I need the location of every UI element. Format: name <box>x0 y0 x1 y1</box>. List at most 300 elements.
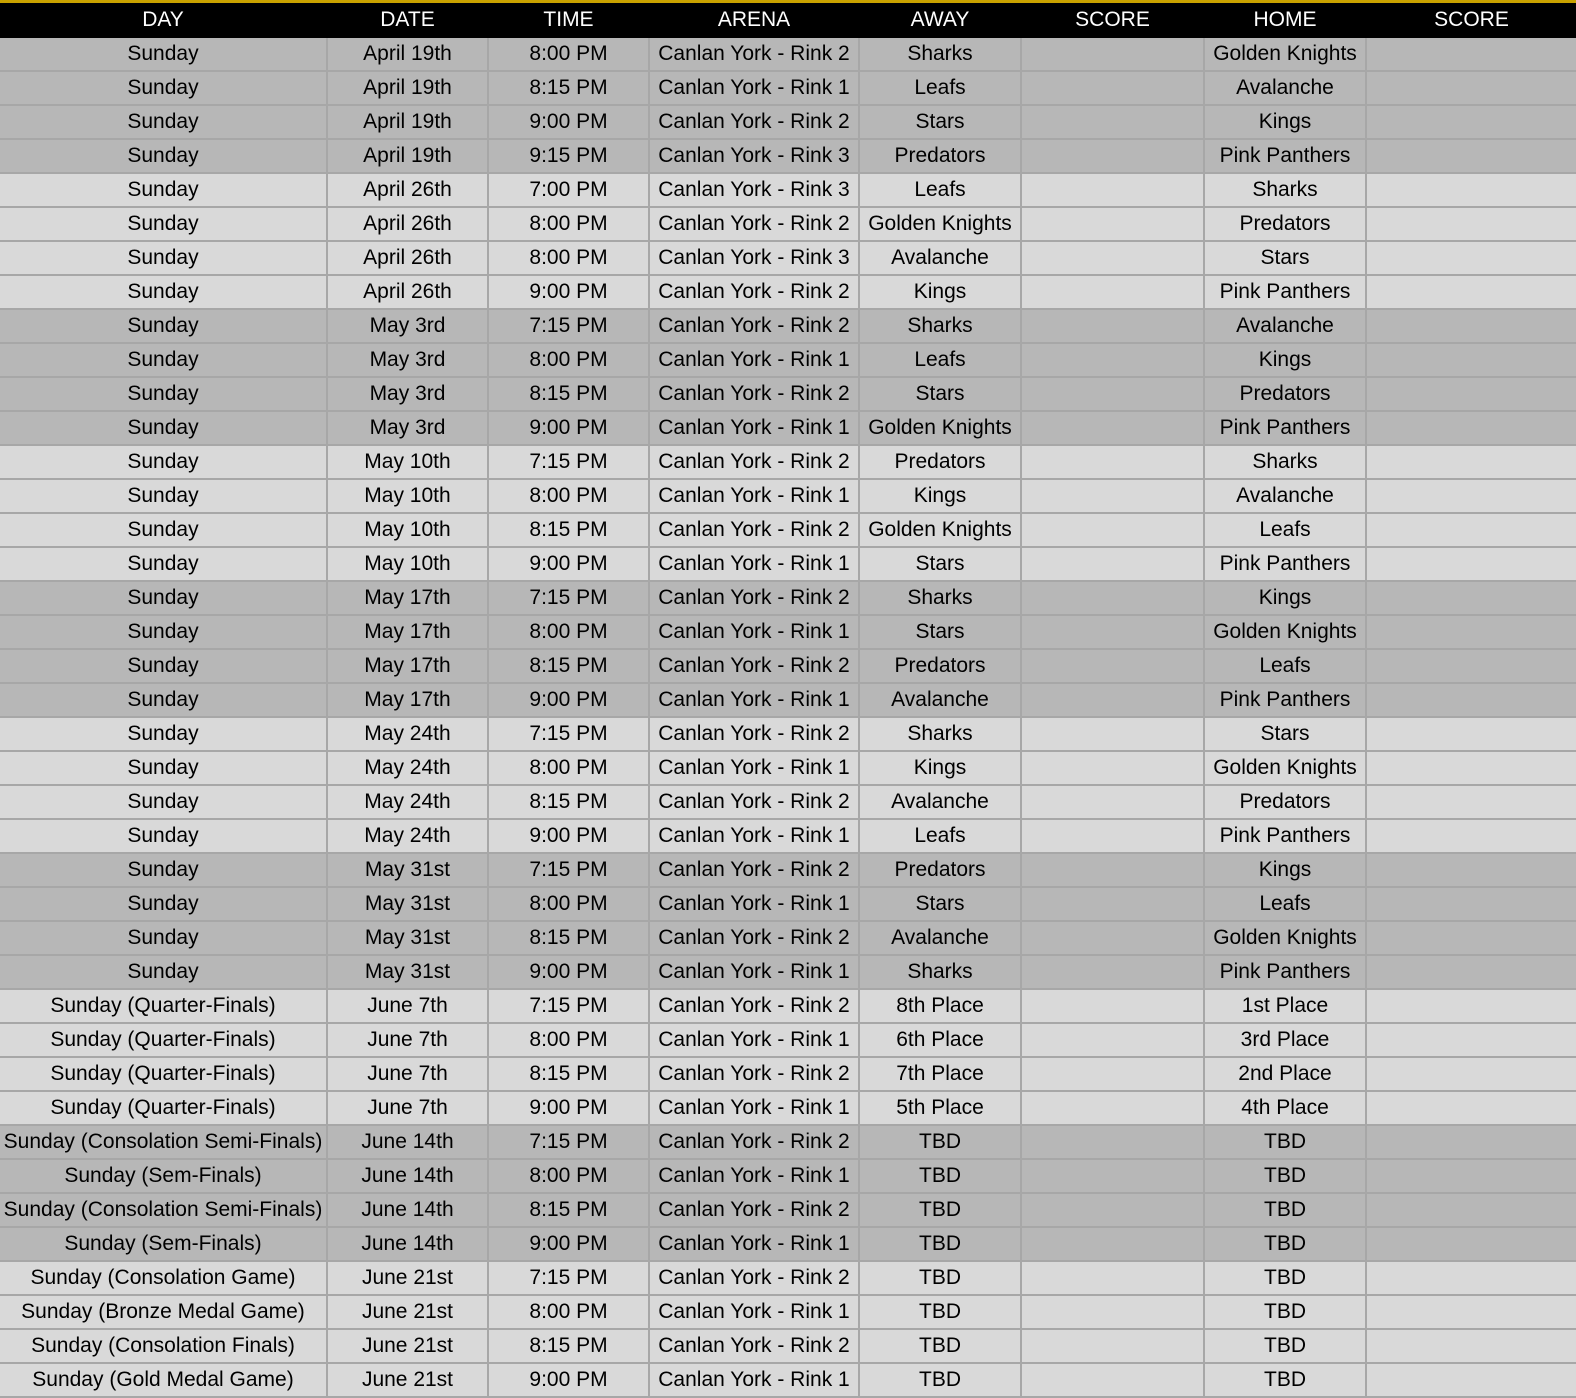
home-team-cell: Stars <box>1204 241 1366 275</box>
home-score-cell[interactable] <box>1366 1363 1576 1397</box>
home-team-cell: Predators <box>1204 207 1366 241</box>
game-arena-cell: Canlan York - Rink 1 <box>649 71 859 105</box>
home-score-cell[interactable] <box>1366 615 1576 649</box>
home-score-cell[interactable] <box>1366 1193 1576 1227</box>
home-score-cell[interactable] <box>1366 37 1576 71</box>
game-day-cell: Sunday (Sem-Finals) <box>0 1159 327 1193</box>
home-score-cell[interactable] <box>1366 241 1576 275</box>
away-team-cell: TBD <box>859 1227 1021 1261</box>
table-row <box>0 547 1576 581</box>
game-arena-cell: Canlan York - Rink 2 <box>649 785 859 819</box>
home-score-cell[interactable] <box>1366 71 1576 105</box>
game-date-cell: June 14th <box>327 1125 488 1159</box>
table-row <box>0 275 1576 309</box>
game-arena-cell: Canlan York - Rink 1 <box>649 411 859 445</box>
game-time-cell: 8:15 PM <box>488 921 649 955</box>
game-day-cell: Sunday <box>0 615 327 649</box>
table-row <box>0 955 1576 989</box>
game-time-cell: 8:00 PM <box>488 37 649 71</box>
away-team-cell: TBD <box>859 1159 1021 1193</box>
away-team-cell: Sharks <box>859 955 1021 989</box>
table-row <box>0 1091 1576 1125</box>
away-score-cell[interactable] <box>1021 853 1204 887</box>
column-header-home: HOME <box>1204 2 1366 38</box>
table-row <box>0 819 1576 853</box>
game-time-cell: 8:00 PM <box>488 1295 649 1329</box>
game-date-cell: June 21st <box>327 1363 488 1397</box>
away-score-cell[interactable] <box>1021 581 1204 615</box>
home-score-cell[interactable] <box>1366 343 1576 377</box>
table-row <box>0 479 1576 513</box>
game-time-cell: 7:00 PM <box>488 173 649 207</box>
game-day-cell: Sunday <box>0 275 327 309</box>
home-score-cell[interactable] <box>1366 513 1576 547</box>
game-day-cell: Sunday <box>0 887 327 921</box>
home-team-cell: Sharks <box>1204 173 1366 207</box>
home-team-cell: Golden Knights <box>1204 921 1366 955</box>
home-team-cell: TBD <box>1204 1295 1366 1329</box>
away-score-cell[interactable] <box>1021 37 1204 71</box>
game-time-cell: 9:00 PM <box>488 819 649 853</box>
game-arena-cell: Canlan York - Rink 2 <box>649 275 859 309</box>
away-score-cell[interactable] <box>1021 785 1204 819</box>
game-arena-cell: Canlan York - Rink 2 <box>649 581 859 615</box>
away-score-cell[interactable] <box>1021 1125 1204 1159</box>
table-row <box>0 343 1576 377</box>
game-arena-cell: Canlan York - Rink 1 <box>649 615 859 649</box>
game-day-cell: Sunday <box>0 751 327 785</box>
table-row <box>0 581 1576 615</box>
home-score-cell[interactable] <box>1366 105 1576 139</box>
home-score-cell[interactable] <box>1366 581 1576 615</box>
game-time-cell: 8:00 PM <box>488 343 649 377</box>
table-row <box>0 1057 1576 1091</box>
game-arena-cell: Canlan York - Rink 1 <box>649 887 859 921</box>
game-date-cell: June 21st <box>327 1329 488 1363</box>
home-team-cell: Pink Panthers <box>1204 139 1366 173</box>
away-team-cell: Avalanche <box>859 241 1021 275</box>
home-team-cell: 4th Place <box>1204 1091 1366 1125</box>
away-score-cell[interactable] <box>1021 139 1204 173</box>
game-arena-cell: Canlan York - Rink 1 <box>649 479 859 513</box>
home-score-cell[interactable] <box>1366 751 1576 785</box>
away-score-cell[interactable] <box>1021 989 1204 1023</box>
game-day-cell: Sunday <box>0 241 327 275</box>
game-day-cell: Sunday <box>0 309 327 343</box>
home-score-cell[interactable] <box>1366 1125 1576 1159</box>
away-team-cell: Stars <box>859 547 1021 581</box>
game-date-cell: April 19th <box>327 105 488 139</box>
game-time-cell: 7:15 PM <box>488 309 649 343</box>
game-time-cell: 9:00 PM <box>488 275 649 309</box>
table-row <box>0 853 1576 887</box>
game-date-cell: May 17th <box>327 683 488 717</box>
away-team-cell: Stars <box>859 105 1021 139</box>
game-time-cell: 8:00 PM <box>488 615 649 649</box>
away-team-cell: 7th Place <box>859 1057 1021 1091</box>
away-score-cell[interactable] <box>1021 411 1204 445</box>
game-time-cell: 9:15 PM <box>488 139 649 173</box>
game-day-cell: Sunday (Consolation Finals) <box>0 1329 327 1363</box>
away-score-cell[interactable] <box>1021 377 1204 411</box>
home-team-cell: Leafs <box>1204 513 1366 547</box>
home-team-cell: TBD <box>1204 1193 1366 1227</box>
game-date-cell: June 14th <box>327 1227 488 1261</box>
game-time-cell: 9:00 PM <box>488 547 649 581</box>
game-arena-cell: Canlan York - Rink 1 <box>649 1363 859 1397</box>
home-score-cell[interactable] <box>1366 649 1576 683</box>
game-day-cell: Sunday <box>0 445 327 479</box>
home-score-cell[interactable] <box>1366 1329 1576 1363</box>
away-score-cell[interactable] <box>1021 309 1204 343</box>
table-row <box>0 1193 1576 1227</box>
home-team-cell: TBD <box>1204 1227 1366 1261</box>
game-time-cell: 7:15 PM <box>488 853 649 887</box>
game-arena-cell: Canlan York - Rink 3 <box>649 173 859 207</box>
game-day-cell: Sunday <box>0 717 327 751</box>
game-time-cell: 8:15 PM <box>488 1329 649 1363</box>
away-score-cell[interactable] <box>1021 1329 1204 1363</box>
away-score-cell[interactable] <box>1021 207 1204 241</box>
away-team-cell: Avalanche <box>859 683 1021 717</box>
game-date-cell: May 10th <box>327 547 488 581</box>
table-row <box>0 105 1576 139</box>
game-day-cell: Sunday (Consolation Game) <box>0 1261 327 1295</box>
home-score-cell[interactable] <box>1366 853 1576 887</box>
game-date-cell: April 19th <box>327 139 488 173</box>
away-team-cell: Predators <box>859 853 1021 887</box>
game-date-cell: May 24th <box>327 785 488 819</box>
home-team-cell: 2nd Place <box>1204 1057 1366 1091</box>
game-arena-cell: Canlan York - Rink 1 <box>649 1023 859 1057</box>
game-day-cell: Sunday <box>0 377 327 411</box>
game-date-cell: May 31st <box>327 921 488 955</box>
home-score-cell[interactable] <box>1366 1227 1576 1261</box>
table-row <box>0 989 1576 1023</box>
home-score-cell[interactable] <box>1366 1091 1576 1125</box>
game-day-cell: Sunday <box>0 581 327 615</box>
home-team-cell: Kings <box>1204 343 1366 377</box>
away-team-cell: Predators <box>859 139 1021 173</box>
home-team-cell: 3rd Place <box>1204 1023 1366 1057</box>
game-date-cell: April 26th <box>327 207 488 241</box>
game-time-cell: 8:15 PM <box>488 71 649 105</box>
home-score-cell[interactable] <box>1366 819 1576 853</box>
game-date-cell: May 31st <box>327 887 488 921</box>
away-team-cell: Kings <box>859 275 1021 309</box>
header-row <box>0 2 1576 38</box>
game-date-cell: May 31st <box>327 955 488 989</box>
game-date-cell: May 3rd <box>327 343 488 377</box>
game-time-cell: 9:00 PM <box>488 1363 649 1397</box>
game-day-cell: Sunday (Quarter-Finals) <box>0 1057 327 1091</box>
game-arena-cell: Canlan York - Rink 2 <box>649 207 859 241</box>
away-score-cell[interactable] <box>1021 921 1204 955</box>
home-team-cell: TBD <box>1204 1125 1366 1159</box>
game-time-cell: 7:15 PM <box>488 989 649 1023</box>
game-date-cell: June 21st <box>327 1295 488 1329</box>
home-team-cell: Avalanche <box>1204 479 1366 513</box>
away-score-cell[interactable] <box>1021 649 1204 683</box>
away-team-cell: Sharks <box>859 309 1021 343</box>
game-arena-cell: Canlan York - Rink 2 <box>649 1125 859 1159</box>
game-arena-cell: Canlan York - Rink 1 <box>649 547 859 581</box>
table-row <box>0 71 1576 105</box>
home-team-cell: Kings <box>1204 581 1366 615</box>
table-row <box>0 1261 1576 1295</box>
game-day-cell: Sunday (Quarter-Finals) <box>0 989 327 1023</box>
column-header-date: DATE <box>327 2 488 38</box>
home-score-cell[interactable] <box>1366 785 1576 819</box>
home-team-cell: Golden Knights <box>1204 751 1366 785</box>
game-date-cell: May 3rd <box>327 411 488 445</box>
away-team-cell: Avalanche <box>859 785 1021 819</box>
away-team-cell: Predators <box>859 649 1021 683</box>
home-score-cell[interactable] <box>1366 1295 1576 1329</box>
away-score-cell[interactable] <box>1021 173 1204 207</box>
schedule-body <box>0 37 1576 1397</box>
away-score-cell[interactable] <box>1021 955 1204 989</box>
game-day-cell: Sunday <box>0 513 327 547</box>
game-time-cell: 7:15 PM <box>488 717 649 751</box>
home-score-cell[interactable] <box>1366 1023 1576 1057</box>
game-day-cell: Sunday <box>0 785 327 819</box>
game-day-cell: Sunday (Quarter-Finals) <box>0 1091 327 1125</box>
game-time-cell: 9:00 PM <box>488 683 649 717</box>
home-team-cell: Predators <box>1204 377 1366 411</box>
game-date-cell: April 19th <box>327 37 488 71</box>
schedule-header <box>0 2 1576 38</box>
table-row <box>0 377 1576 411</box>
game-date-cell: May 10th <box>327 479 488 513</box>
away-score-cell[interactable] <box>1021 479 1204 513</box>
column-header-arena: ARENA <box>649 2 859 38</box>
game-day-cell: Sunday <box>0 139 327 173</box>
game-date-cell: June 14th <box>327 1193 488 1227</box>
table-row <box>0 649 1576 683</box>
away-team-cell: TBD <box>859 1329 1021 1363</box>
game-time-cell: 7:15 PM <box>488 445 649 479</box>
game-arena-cell: Canlan York - Rink 1 <box>649 1227 859 1261</box>
game-day-cell: Sunday (Quarter-Finals) <box>0 1023 327 1057</box>
game-date-cell: May 24th <box>327 717 488 751</box>
game-time-cell: 7:15 PM <box>488 1125 649 1159</box>
home-score-cell[interactable] <box>1366 683 1576 717</box>
away-score-cell[interactable] <box>1021 751 1204 785</box>
game-day-cell: Sunday (Consolation Semi-Finals) <box>0 1125 327 1159</box>
away-score-cell[interactable] <box>1021 683 1204 717</box>
home-score-cell[interactable] <box>1366 1057 1576 1091</box>
game-time-cell: 8:00 PM <box>488 1159 649 1193</box>
table-row <box>0 785 1576 819</box>
away-team-cell: Predators <box>859 445 1021 479</box>
table-row <box>0 751 1576 785</box>
home-score-cell[interactable] <box>1366 377 1576 411</box>
home-score-cell[interactable] <box>1366 989 1576 1023</box>
away-score-cell[interactable] <box>1021 1295 1204 1329</box>
home-team-cell: Pink Panthers <box>1204 411 1366 445</box>
game-day-cell: Sunday <box>0 411 327 445</box>
away-team-cell: Leafs <box>859 173 1021 207</box>
home-team-cell: Leafs <box>1204 887 1366 921</box>
game-arena-cell: Canlan York - Rink 2 <box>649 1261 859 1295</box>
away-score-cell[interactable] <box>1021 275 1204 309</box>
away-score-cell[interactable] <box>1021 343 1204 377</box>
away-score-cell[interactable] <box>1021 717 1204 751</box>
away-score-cell[interactable] <box>1021 1261 1204 1295</box>
game-date-cell: June 7th <box>327 989 488 1023</box>
game-arena-cell: Canlan York - Rink 2 <box>649 649 859 683</box>
away-score-cell[interactable] <box>1021 105 1204 139</box>
home-score-cell[interactable] <box>1366 445 1576 479</box>
game-arena-cell: Canlan York - Rink 1 <box>649 1159 859 1193</box>
game-time-cell: 9:00 PM <box>488 1227 649 1261</box>
game-time-cell: 9:00 PM <box>488 105 649 139</box>
home-team-cell: Sharks <box>1204 445 1366 479</box>
game-day-cell: Sunday <box>0 71 327 105</box>
home-team-cell: Avalanche <box>1204 309 1366 343</box>
home-score-cell[interactable] <box>1366 207 1576 241</box>
away-team-cell: Stars <box>859 377 1021 411</box>
away-team-cell: TBD <box>859 1295 1021 1329</box>
away-team-cell: Stars <box>859 887 1021 921</box>
home-score-cell[interactable] <box>1366 309 1576 343</box>
game-date-cell: May 3rd <box>327 309 488 343</box>
table-row <box>0 615 1576 649</box>
away-team-cell: 8th Place <box>859 989 1021 1023</box>
home-team-cell: Avalanche <box>1204 71 1366 105</box>
home-team-cell: Golden Knights <box>1204 37 1366 71</box>
game-day-cell: Sunday <box>0 683 327 717</box>
game-time-cell: 8:15 PM <box>488 1057 649 1091</box>
home-score-cell[interactable] <box>1366 479 1576 513</box>
away-team-cell: Leafs <box>859 71 1021 105</box>
away-score-cell[interactable] <box>1021 1091 1204 1125</box>
column-header-time: TIME <box>488 2 649 38</box>
home-score-cell[interactable] <box>1366 1261 1576 1295</box>
away-score-cell[interactable] <box>1021 1193 1204 1227</box>
game-day-cell: Sunday <box>0 547 327 581</box>
game-date-cell: May 10th <box>327 445 488 479</box>
game-time-cell: 8:15 PM <box>488 785 649 819</box>
away-team-cell: Avalanche <box>859 921 1021 955</box>
home-team-cell: 1st Place <box>1204 989 1366 1023</box>
away-score-cell[interactable] <box>1021 547 1204 581</box>
game-arena-cell: Canlan York - Rink 2 <box>649 1329 859 1363</box>
home-team-cell: Pink Panthers <box>1204 955 1366 989</box>
game-date-cell: May 24th <box>327 819 488 853</box>
game-day-cell: Sunday <box>0 921 327 955</box>
home-team-cell: Golden Knights <box>1204 615 1366 649</box>
home-team-cell: Pink Panthers <box>1204 819 1366 853</box>
home-team-cell: Pink Panthers <box>1204 547 1366 581</box>
home-score-cell[interactable] <box>1366 887 1576 921</box>
game-arena-cell: Canlan York - Rink 2 <box>649 1057 859 1091</box>
game-time-cell: 8:00 PM <box>488 479 649 513</box>
home-score-cell[interactable] <box>1366 717 1576 751</box>
game-day-cell: Sunday (Gold Medal Game) <box>0 1363 327 1397</box>
away-score-cell[interactable] <box>1021 513 1204 547</box>
away-team-cell: Stars <box>859 615 1021 649</box>
table-row <box>0 37 1576 71</box>
home-score-cell[interactable] <box>1366 173 1576 207</box>
game-arena-cell: Canlan York - Rink 1 <box>649 1295 859 1329</box>
away-team-cell: Golden Knights <box>859 411 1021 445</box>
away-team-cell: 5th Place <box>859 1091 1021 1125</box>
away-team-cell: TBD <box>859 1363 1021 1397</box>
away-score-cell[interactable] <box>1021 887 1204 921</box>
game-time-cell: 8:15 PM <box>488 649 649 683</box>
away-team-cell: Sharks <box>859 37 1021 71</box>
game-day-cell: Sunday <box>0 343 327 377</box>
home-team-cell: Stars <box>1204 717 1366 751</box>
game-date-cell: May 17th <box>327 649 488 683</box>
away-team-cell: TBD <box>859 1261 1021 1295</box>
home-score-cell[interactable] <box>1366 547 1576 581</box>
away-score-cell[interactable] <box>1021 1057 1204 1091</box>
game-day-cell: Sunday (Sem-Finals) <box>0 1227 327 1261</box>
column-header-home-score: SCORE <box>1366 2 1576 38</box>
away-score-cell[interactable] <box>1021 1363 1204 1397</box>
home-score-cell[interactable] <box>1366 955 1576 989</box>
away-score-cell[interactable] <box>1021 71 1204 105</box>
game-day-cell: Sunday <box>0 649 327 683</box>
away-score-cell[interactable] <box>1021 1227 1204 1261</box>
home-team-cell: TBD <box>1204 1261 1366 1295</box>
table-row <box>0 1227 1576 1261</box>
home-team-cell: Predators <box>1204 785 1366 819</box>
game-day-cell: Sunday <box>0 819 327 853</box>
game-day-cell: Sunday <box>0 37 327 71</box>
column-header-away-score: SCORE <box>1021 2 1204 38</box>
table-row <box>0 309 1576 343</box>
game-arena-cell: Canlan York - Rink 2 <box>649 445 859 479</box>
home-team-cell: Pink Panthers <box>1204 275 1366 309</box>
table-row <box>0 207 1576 241</box>
away-score-cell[interactable] <box>1021 445 1204 479</box>
away-score-cell[interactable] <box>1021 1023 1204 1057</box>
game-date-cell: May 24th <box>327 751 488 785</box>
table-row <box>0 139 1576 173</box>
table-row <box>0 1159 1576 1193</box>
home-score-cell[interactable] <box>1366 275 1576 309</box>
away-score-cell[interactable] <box>1021 1159 1204 1193</box>
away-score-cell[interactable] <box>1021 241 1204 275</box>
game-arena-cell: Canlan York - Rink 2 <box>649 105 859 139</box>
home-score-cell[interactable] <box>1366 921 1576 955</box>
game-time-cell: 7:15 PM <box>488 581 649 615</box>
away-score-cell[interactable] <box>1021 819 1204 853</box>
game-arena-cell: Canlan York - Rink 2 <box>649 989 859 1023</box>
away-score-cell[interactable] <box>1021 615 1204 649</box>
table-row <box>0 411 1576 445</box>
game-arena-cell: Canlan York - Rink 2 <box>649 309 859 343</box>
game-arena-cell: Canlan York - Rink 2 <box>649 853 859 887</box>
home-score-cell[interactable] <box>1366 1159 1576 1193</box>
game-date-cell: June 7th <box>327 1057 488 1091</box>
column-header-away: AWAY <box>859 2 1021 38</box>
home-score-cell[interactable] <box>1366 139 1576 173</box>
home-team-cell: TBD <box>1204 1363 1366 1397</box>
home-score-cell[interactable] <box>1366 411 1576 445</box>
away-team-cell: Sharks <box>859 717 1021 751</box>
table-row <box>0 173 1576 207</box>
away-team-cell: 6th Place <box>859 1023 1021 1057</box>
table-row <box>0 1023 1576 1057</box>
game-day-cell: Sunday <box>0 479 327 513</box>
game-date-cell: June 21st <box>327 1261 488 1295</box>
game-day-cell: Sunday <box>0 207 327 241</box>
